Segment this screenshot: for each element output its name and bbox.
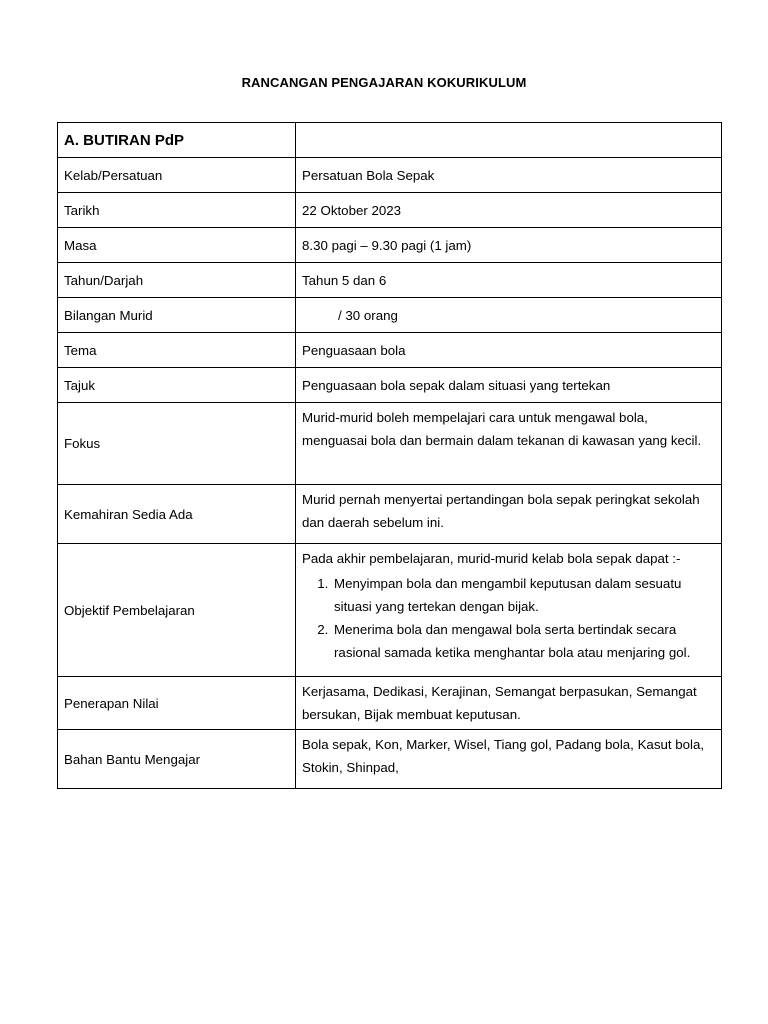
row-label: Masa — [58, 228, 296, 263]
row-value: Persatuan Bola Sepak — [296, 158, 722, 193]
table-row — [58, 403, 722, 485]
row-label: Objektif Pembelajaran — [58, 544, 296, 677]
objectives-cell — [296, 544, 722, 677]
table-row — [58, 368, 722, 403]
row-label: Bilangan Murid — [58, 298, 296, 333]
table-row — [58, 228, 722, 263]
table-row — [58, 485, 722, 544]
row-label: Penerapan Nilai — [58, 677, 296, 730]
row-value: Kerjasama, Dedikasi, Kerajinan, Semangat berpasukan, Semangat bersukan, Bijak membuat keputusan. — [296, 677, 722, 730]
row-value: 8.30 pagi – 9.30 pagi (1 jam) — [296, 228, 722, 263]
objectives-row — [58, 544, 722, 677]
row-value: 22 Oktober 2023 — [296, 193, 722, 228]
row-value: Murid pernah menyertai pertandingan bola sepak peringkat sekolah dan daerah sebelum ini. — [296, 485, 722, 544]
row-value: Penguasaan bola sepak dalam situasi yang tertekan — [296, 368, 722, 403]
student-count: / 30 orang — [338, 307, 398, 323]
table-row — [58, 677, 722, 730]
table-row — [58, 193, 722, 228]
table-header-row — [58, 123, 722, 158]
objectives-list — [302, 572, 715, 664]
list-item: 1. Menyimpan bola dan mengambil keputusan dalam sesuatu situasi yang tertekan dengan bijak. — [332, 572, 715, 618]
pdp-details-table — [57, 122, 722, 789]
row-label: Bahan Bantu Mengajar — [58, 730, 296, 789]
row-label: Tema — [58, 333, 296, 368]
row-value: Tahun 5 dan 6 — [296, 263, 722, 298]
row-label: Fokus — [58, 403, 296, 485]
row-value: Penguasaan bola — [296, 333, 722, 368]
row-label: Kemahiran Sedia Ada — [58, 485, 296, 544]
row-value: Murid-murid boleh mempelajari cara untuk mengawal bola, menguasai bola dan bermain dalam tekanan di kawasan yang kecil. — [296, 403, 722, 485]
table-row — [58, 333, 722, 368]
section-header-empty-cell — [296, 123, 722, 158]
table-row — [58, 298, 722, 333]
table-row — [58, 263, 722, 298]
row-value: Bola sepak, Kon, Marker, Wisel, Tiang gol, Padang bola, Kasut bola, Stokin, Shinpad, — [296, 730, 722, 789]
list-item: 2. Menerima bola dan mengawal bola serta bertindak secara rasional samada ketika menghantar bola atau menjaring gol. — [332, 618, 715, 664]
row-label: Tajuk — [58, 368, 296, 403]
section-header: A. BUTIRAN PdP — [58, 123, 296, 158]
row-label: Tarikh — [58, 193, 296, 228]
row-label: Tahun/Darjah — [58, 263, 296, 298]
objectives-intro: Pada akhir pembelajaran, murid-murid kelab bola sepak dapat :- — [302, 551, 681, 566]
table-row — [58, 730, 722, 789]
document-title: RANCANGAN PENGAJARAN KOKURIKULUM — [241, 75, 527, 90]
table-row — [58, 158, 722, 193]
row-value — [296, 298, 722, 333]
row-label: Kelab/Persatuan — [58, 158, 296, 193]
